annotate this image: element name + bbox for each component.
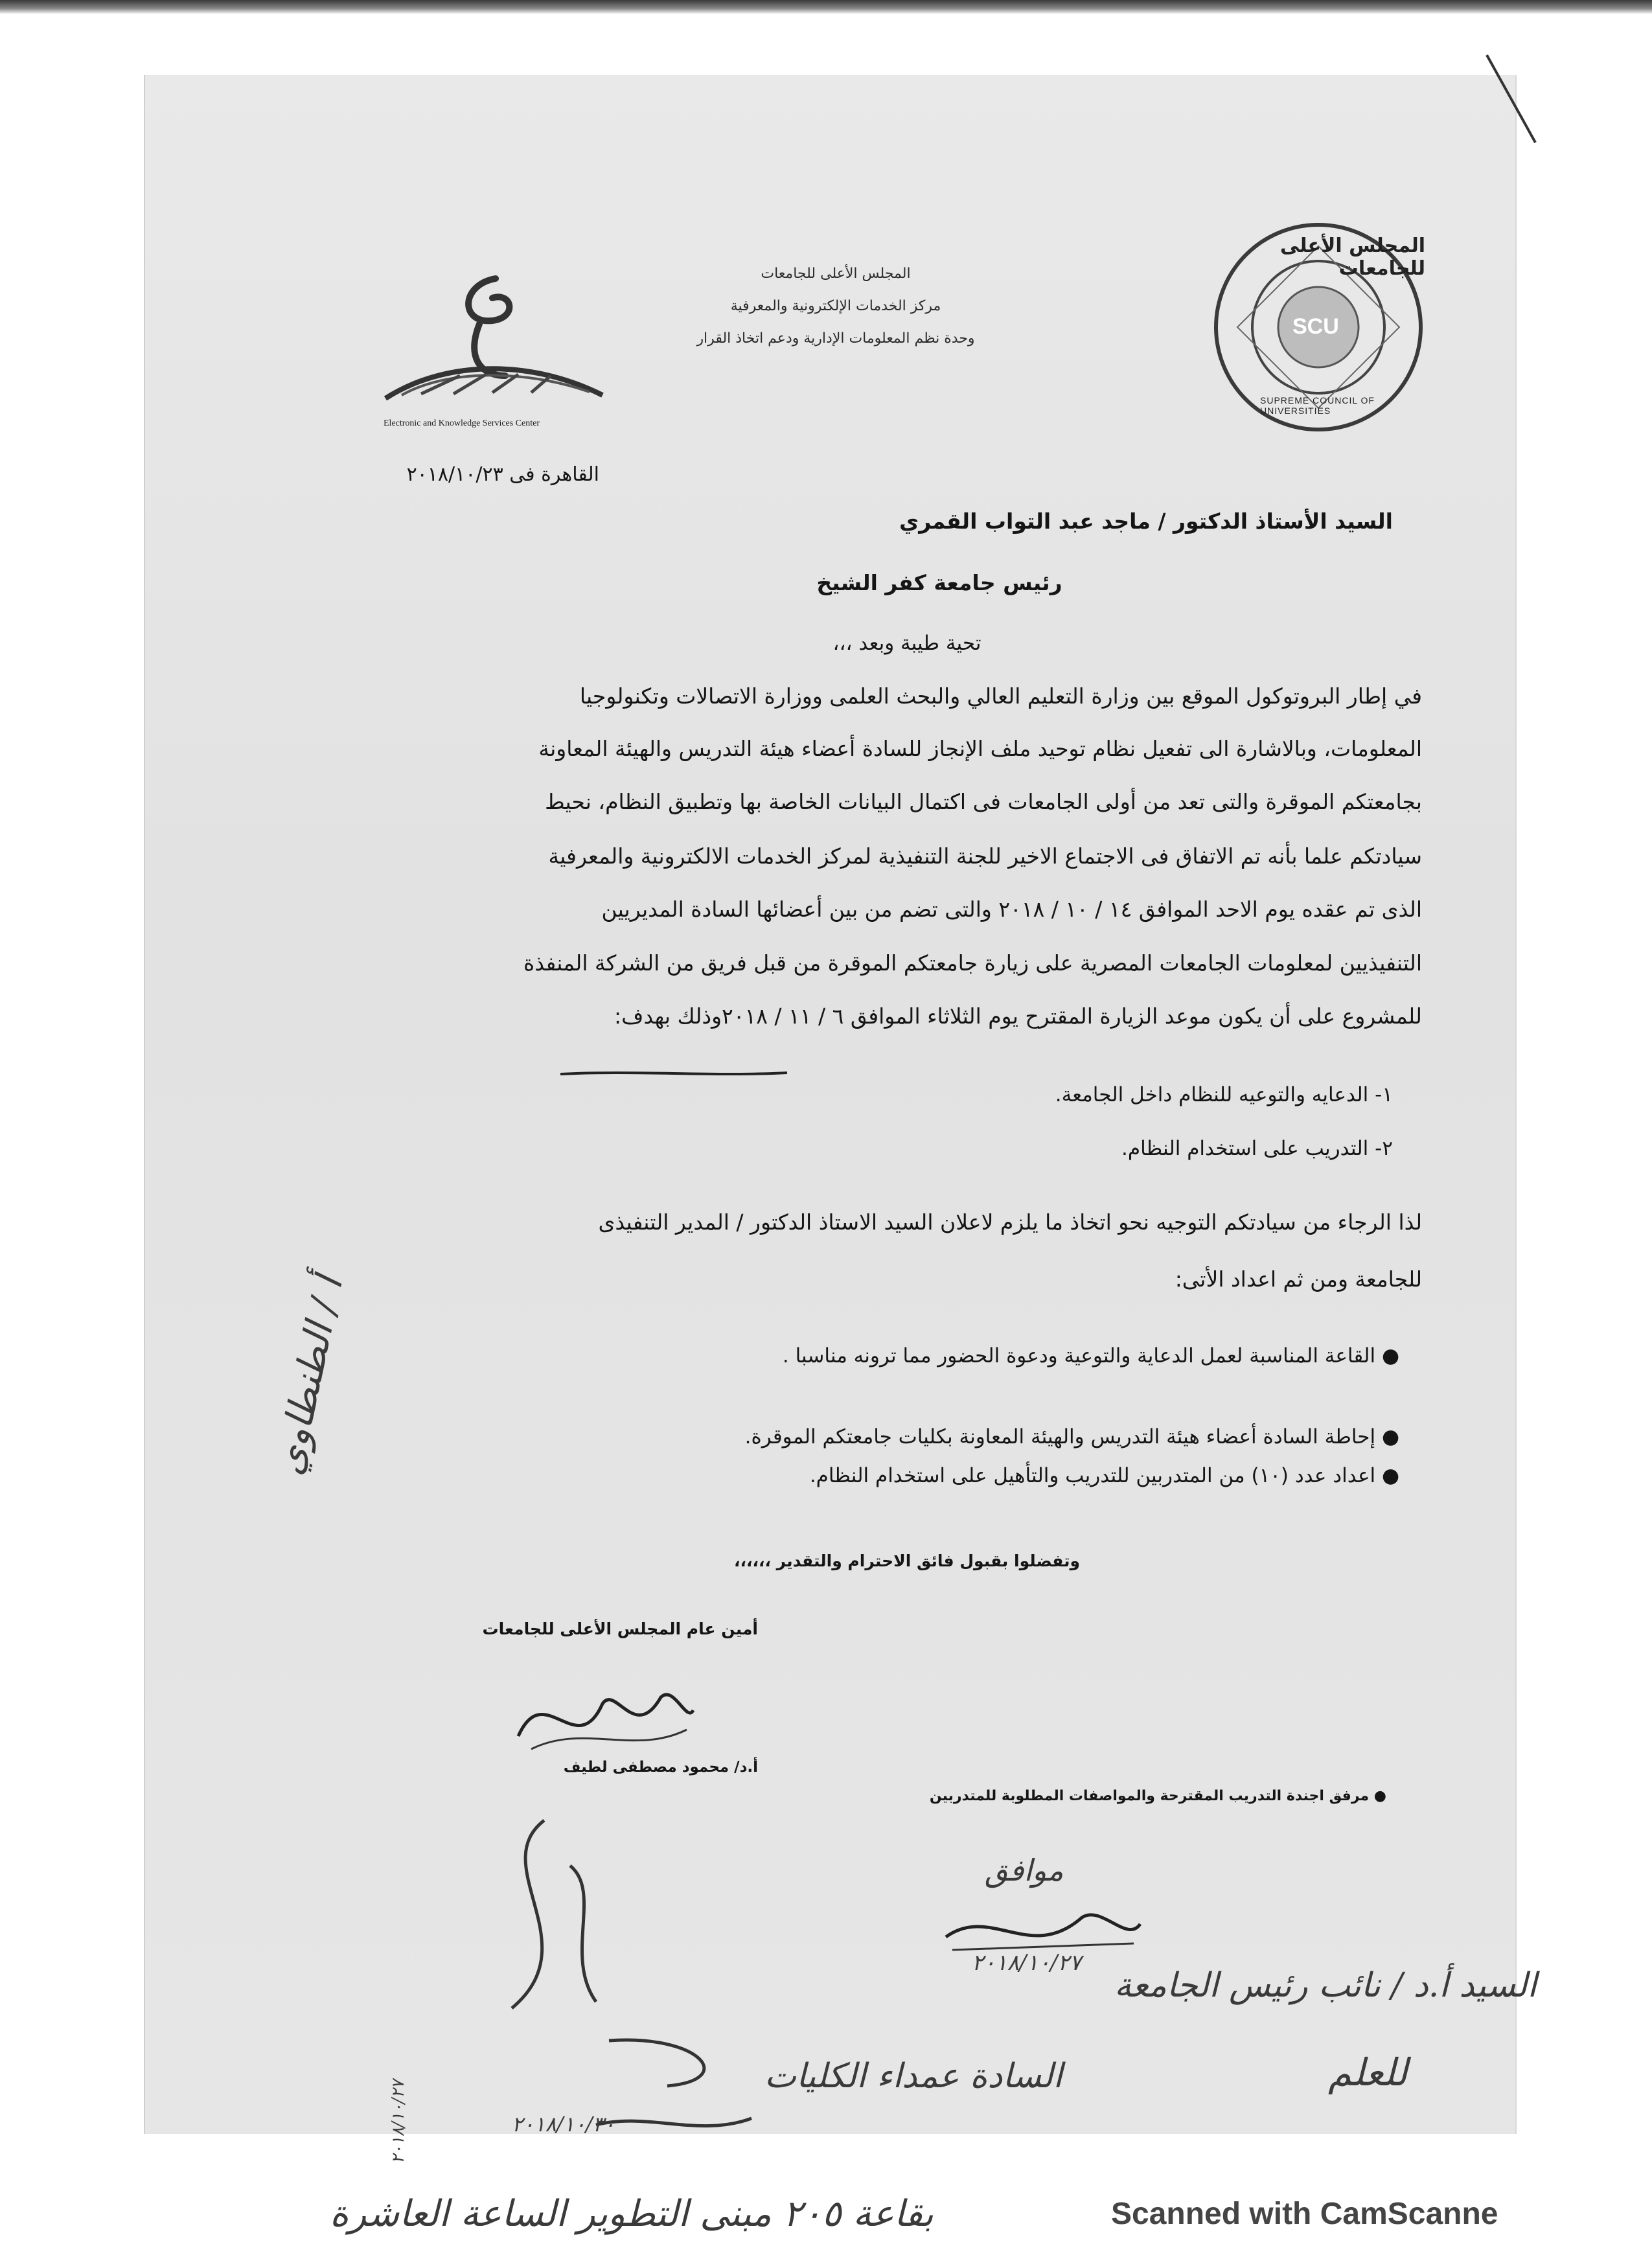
signatory-title: أمين عام المجلس الأعلى للجامعات: [482, 1620, 758, 1638]
attachment-text: مرفق اجندة التدريب المقترحة والمواصفات المطلوبة للمتدربين: [929, 1788, 1370, 1804]
recipient: السيد الأستاذ الدكتور / ماجد عبد التواب القمري: [899, 509, 1393, 534]
org-line-2: مركز الخدمات الإلكترونية والمعرفية: [730, 298, 941, 314]
handwritten-left-stroke: [473, 1814, 615, 2021]
handwritten-right-note-2: للعلم: [1328, 2050, 1408, 2094]
bullet-1: ● القاعة المناسبة لعمل الدعاية والتوعية ودعوة الحضور مما ترونه مناسبا .: [782, 1344, 1399, 1368]
scan-top-edge: [0, 0, 1652, 14]
eksc-logo: [382, 266, 609, 429]
logo-caption: Electronic and Knowledge Services Center: [384, 418, 540, 428]
paragraph-line-7: للمشروع على أن يكون موعد الزيارة المقترح يوم الثلاثاء الموافق ٦ / ١١ / ٢٠١٨وذلك بهدف:: [614, 1003, 1422, 1029]
paragraph-line-3: بجامعتكم الموقرة والتى تعد من أولى الجامعات فى اكتمال البيانات الخاصة بها وتطبيق النظام، نحيط: [545, 789, 1422, 814]
recipient-title: رئيس جامعة كفر الشيخ: [816, 570, 1062, 595]
seal-ring-english: SUPREME COUNCIL OF UNIVERSITIES: [1260, 395, 1375, 416]
handwritten-bottom-date: ٢٠١٨/١٠/٣٠: [512, 2112, 615, 2136]
letter-date: القاهرة فى ٢٠١٨/١٠/٢٣: [406, 463, 599, 486]
request-line-2: للجامعة ومن ثم اعداد الأتى:: [1175, 1266, 1422, 1292]
closing: وتفضلوا بقبول فائق الاحترام والتقدير ،،،،،،: [733, 1552, 1081, 1570]
paragraph-line-5: الذى تم عقده يوم الاحد الموافق ١٤ / ١٠ / ٢٠١٨ والتى تضم من بين أعضائها السادة المديريين: [601, 897, 1422, 922]
handwritten-left-date: ٢٠١٨/١٠/٢٧: [389, 2079, 408, 2164]
signatory-name: أ.د/ محمود مصطفى لطيف: [563, 1759, 758, 1776]
handwritten-approval: موافق: [985, 1853, 1064, 1888]
org-line-1: المجلس الأعلى للجامعات: [761, 266, 911, 282]
seal-center-text: SCU: [1292, 314, 1339, 339]
org-line-3: وحدة نظم المعلومات الإدارية ودعم اتخاذ القرار: [696, 330, 975, 347]
handwritten-bottom-note: بقاعة ٢٠٥ مبنى التطوير الساعة العاشرة: [330, 2193, 934, 2235]
seal-ring-arabic: المجلس الأعلى للجامعات: [1279, 235, 1425, 280]
bullet-1-text: القاعة المناسبة لعمل الدعاية والتوعية ودعوة الحضور مما ترونه مناسبا .: [782, 1344, 1376, 1368]
deans-note-signature: [570, 2028, 764, 2157]
goal-2: ٢- التدريب على استخدام النظام.: [1121, 1137, 1393, 1160]
bullet-3: ● اعداد عدد (١٠) من المتدربين للتدريب والتأهيل على استخدام النظام.: [809, 1464, 1399, 1487]
scu-seal: [1211, 220, 1425, 434]
greeting: تحية طيبة وبعد ،،،: [832, 632, 981, 655]
handwritten-approval-date: ٢٠١٨/١٠/٢٧: [972, 1950, 1082, 1976]
handwritten-deans-note: السادة عمداء الكليات: [764, 2057, 1062, 2096]
signature: [505, 1665, 700, 1769]
handwritten-left-note: أ / الطنطاوي: [266, 1273, 352, 1479]
pen-mark: [1484, 52, 1542, 149]
request-line-1: لذا الرجاء من سيادتكم التوجيه نحو اتخاذ ما يلزم لاعلان السيد الاستاذ الدكتور / المدير التنفيذى: [598, 1209, 1422, 1235]
paragraph-line-6: التنفيذيين لمعلومات الجامعات المصرية على زيارة جامعتكم الموقرة من قبل فريق من الشركة المنفذة: [523, 950, 1422, 976]
bullet-2: ● إحاطة السادة أعضاء هيئة التدريس والهيئة المعاونة بكليات جامعتكم الموقرة.: [744, 1425, 1399, 1449]
pen-underline: [557, 1068, 790, 1081]
bullet-3-text: اعداد عدد (١٠) من المتدربين للتدريب والتأهيل على استخدام النظام.: [809, 1464, 1376, 1487]
paragraph-line-1: في إطار البروتوكول الموقع بين وزارة التعليم العالي والبحث العلمى ووزارة الاتصالات وتكنولوجيا: [579, 683, 1422, 709]
attachment-note: ● مرفق اجندة التدريب المقترحة والمواصفات المطلوبة للمتدربين: [929, 1788, 1386, 1804]
goal-1: ١- الدعايه والتوعيه للنظام داخل الجامعة.: [1055, 1083, 1393, 1106]
bullet-2-text: إحاطة السادة أعضاء هيئة التدريس والهيئة المعاونة بكليات جامعتكم الموقرة.: [744, 1425, 1376, 1449]
handwritten-right-note-1: السيد أ.د / نائب رئيس الجامعة: [1114, 1966, 1537, 2005]
camscanner-watermark: Scanned with CamScanne: [1111, 2197, 1498, 2231]
paragraph-line-4: سيادتكم علما بأنه تم الاتفاق فى الاجتماع الاخير للجنة التنفيذية لمركز الخدمات الالكترونية والمعرفية: [548, 843, 1422, 869]
paragraph-line-2: المعلومات، وبالاشارة الى تفعيل نظام توحيد ملف الإنجاز للسادة أعضاء هيئة التدريس والهيئة المعاونة: [538, 736, 1422, 761]
